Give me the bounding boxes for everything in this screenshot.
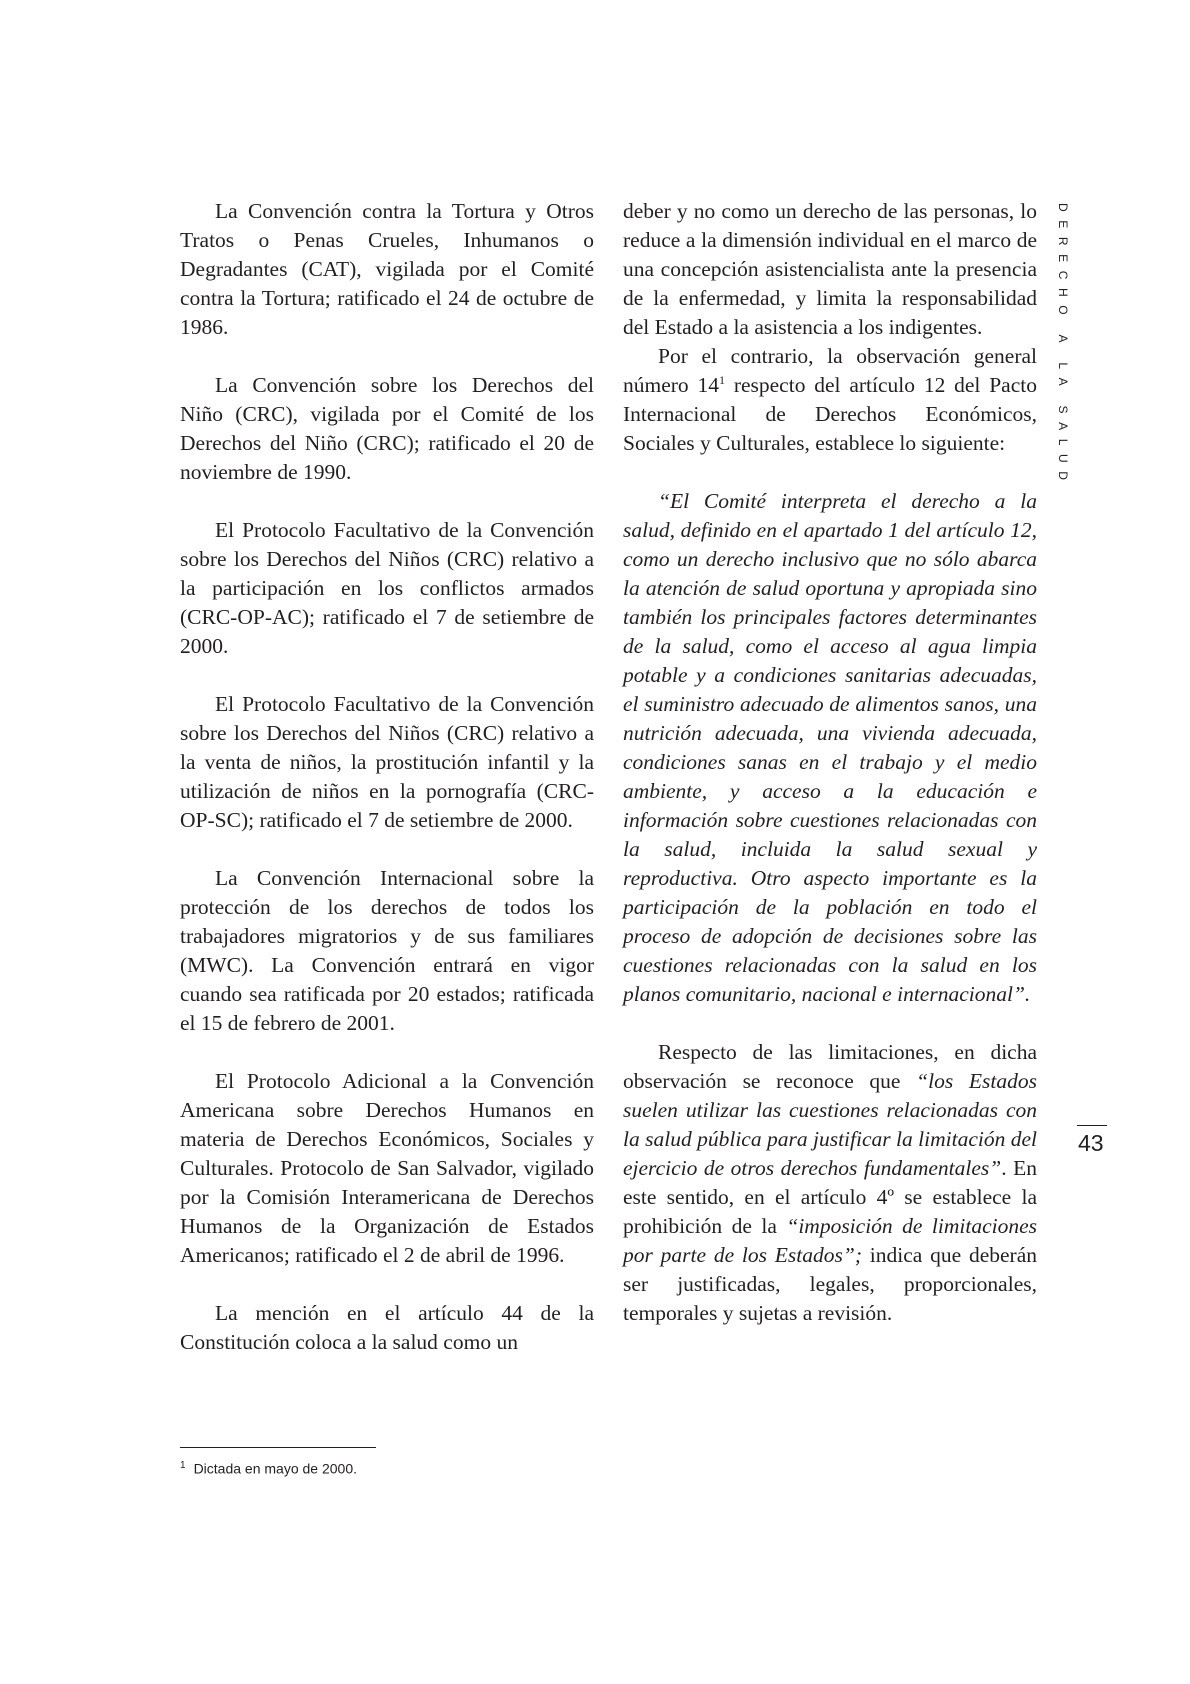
footnote-reference: 1: [719, 372, 725, 387]
paragraph-articulo-44: La mención en el artículo 44 de la Constitución coloca a la salud como un: [180, 1301, 594, 1354]
paragraph-continuation: deber y no como un derecho de las personas, lo reduce a la dimensión individual en el marco de una concepción asistencialista ante la presencia de la enfermedad, y limita la responsabilidad del Estado a la asistencia a los indigentes.: [623, 199, 1037, 339]
running-head: DERECHO A LA SALUD: [1056, 203, 1070, 489]
paragraph-san-salvador: El Protocolo Adicional a la Convención Americana sobre Derechos Humanos en materia de Derechos Económicos, Sociales y Culturales. Protocolo de San Salvador, vigilado por la Comisión Interamericana de Derechos Humanos de la Organización de Estados Americanos; ratificado el 2 de abril de 1996.: [180, 1069, 594, 1267]
paragraph-crc-op-sc: El Protocolo Facultativo de la Convención sobre los Derechos del Niños (CRC) relativo a la venta de niños, la prostitución infantil y la utilización de niños en la pornografía (CRC-OP-SC); ratificado el 7 de setiembre de 2000.: [180, 692, 594, 832]
paragraph-crc: La Convención sobre los Derechos del Niño (CRC), vigilada por el Comité de los Derechos del Niño (CRC); ratificado el 20 de noviembre de 1990.: [180, 373, 594, 484]
footnote-divider: [180, 1447, 376, 1448]
limitaciones-quote-1: “los Estados suelen utilizar las cuestiones relacionadas con la salud pública para justificar la limitación del ejercicio de otros derechos fundamentales”: [623, 1069, 1037, 1180]
limitaciones-text-2: . En este sentido, en el artículo 4º se establece la prohibición de la: [623, 1156, 1037, 1238]
limitaciones-text-1: Respecto de las limitaciones, en dicha observación se reconoce que: [623, 1040, 1037, 1093]
paragraph-observacion-text-a: Por el contrario, la observación general número 14: [623, 344, 1037, 397]
footnote-text: Dictada en mayo de 2000.: [193, 1460, 358, 1477]
paragraph-observacion-general: [623, 342, 1037, 458]
paragraph-mwc: La Convención Internacional sobre la protección de los derechos de todos los trabajadores migratorios y de sus familiares (MWC). La Convención entrará en vigor cuando sea ratificada por 20 estados; ratificada el 15 de febrero de 2001.: [180, 866, 594, 1035]
footnote-mark: 1: [180, 1460, 186, 1471]
limitaciones-text-3: indica que deberán ser justificadas, legales, proporcionales, temporales y sujetas a revisión.: [623, 1243, 1037, 1325]
page-number-divider: [1077, 1125, 1107, 1126]
paragraph-observacion-text-b: respecto del artículo 12 del Pacto Internacional de Derechos Económicos, Sociales y Culturales, establece lo siguiente:: [623, 373, 1037, 455]
paragraph-limitaciones: [623, 1038, 1037, 1328]
left-column: [180, 197, 594, 1357]
block-quote: “El Comité interpreta el derecho a la salud, definido en el apartado 1 del artículo 12, como un derecho inclusivo que no sólo abarca la atención de salud oportuna y apropiada sino también los principales factores determinantes de la salud, como el acceso al agua limpia potable y a condiciones sanitarias adecuadas, el suministro adecuado de alimentos sanos, una nutrición adecuada, una vivienda adecuada, condiciones sanas en el trabajo y el medio ambiente, y acceso a la educación e información sobre cuestiones relacionadas con la salud, incluida la salud sexual y reproductiva. Otro aspecto importante es la participación de la población en todo el proceso de adopción de decisiones sobre las cuestiones relacionadas con la salud en los planos comunitario, nacional e internacional”.: [623, 489, 1037, 1006]
footnote: [180, 1460, 357, 1477]
limitaciones-quote-2: “imposición de limitaciones por parte de los Estados”;: [623, 1214, 1038, 1267]
paragraph-crc-op-ac: El Protocolo Facultativo de la Convención sobre los Derechos del Niños (CRC) relativo a la participación en los conflictos armados (CRC-OP-AC); ratificado el 7 de setiembre de 2000.: [180, 518, 594, 658]
right-column: [623, 197, 1037, 1328]
paragraph-cat: La Convención contra la Tortura y Otros Tratos o Penas Crueles, Inhumanos o Degradantes (CAT), vigilada por el Comité contra la Tortura; ratificado el 24 de octubre de 1986.: [180, 199, 594, 339]
page-number: 43: [1078, 1130, 1104, 1156]
